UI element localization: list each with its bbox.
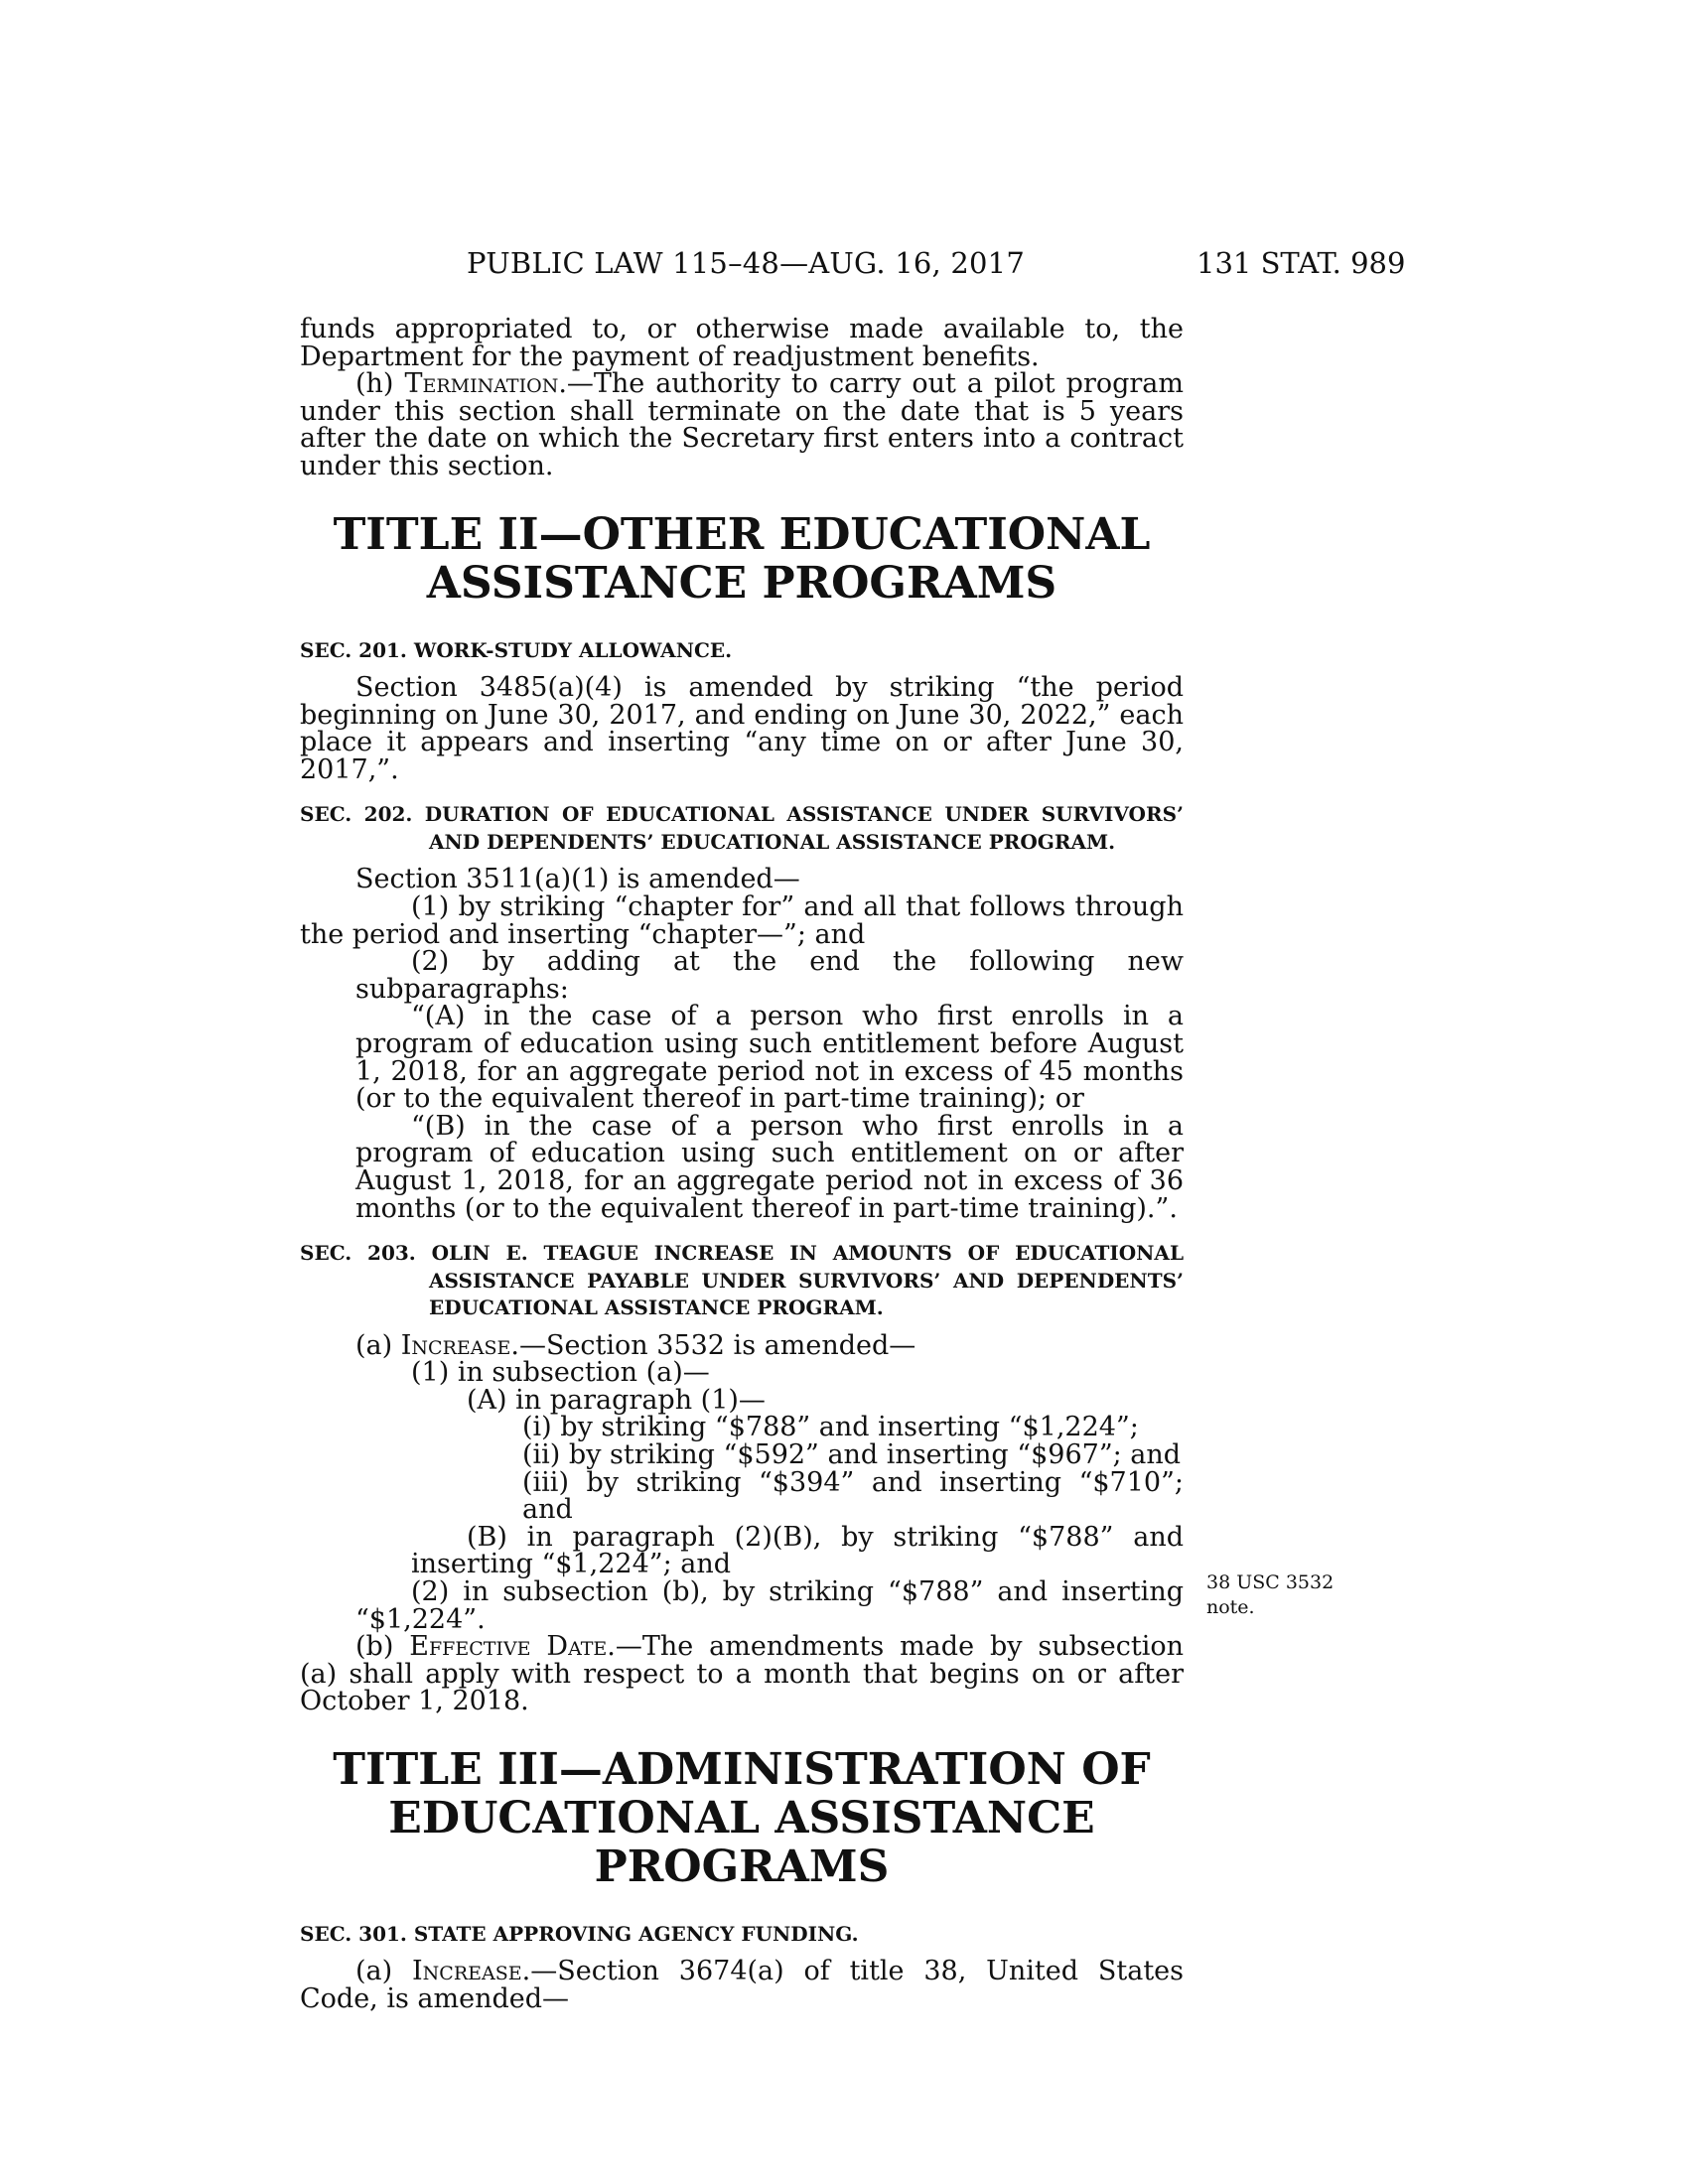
header-page-number: 131 STAT. 989: [1196, 246, 1406, 280]
sec-202-subpara-b: “(B) in the case of a person who first enrolls in a program of education using such entitlement on or after August 1, 2018, for an aggregate period not in excess of 36 months (or to the equivalent thereof in part-time training).”.: [355, 1110, 1184, 1224]
sec-203-subsection-b: (b) Effective Date.—The amendments made by subsection (a) shall apply with respect to a month that begins on or after October 1, 2018.: [300, 1631, 1184, 1717]
sec-203-b-heading: Effective Date: [409, 1631, 608, 1663]
sec-203-heading: SEC. 203. OLIN E. TEAGUE INCREASE IN AMOUNTS OF EDUCATIONAL ASSISTANCE PAYABLE UNDER SURVIVORS’ AND DEPENDENTS’ EDUCATIONAL ASSISTANCE PROGRAM.: [300, 1241, 1184, 1320]
header-citation: PUBLIC LAW 115–48—AUG. 16, 2017: [467, 246, 1025, 280]
title-iii-heading: TITLE III—ADMINISTRATION OF EDUCATIONAL ASSISTANCE PROGRAMS: [333, 1743, 1151, 1892]
sec-203-subpara-a: (A) in paragraph (1)—: [467, 1384, 766, 1416]
continued-paragraph: funds appropriated to, or otherwise made available to, the Department for the payment of readjustment benefits.: [300, 314, 1184, 372]
sec-201-heading: SEC. 201. WORK-STUDY ALLOWANCE.: [300, 637, 733, 662]
sec-301-subsection-a: (a) Increase.—Section 3674(a) of title 38, United States Code, is amended—: [300, 1956, 1185, 2015]
sec-203-a-heading: Increase: [400, 1329, 511, 1361]
sec-203-clause-i: (i) by striking “$788” and inserting “$1,224”;: [522, 1412, 1139, 1443]
sec-203-clause-iii: (iii) by striking “$394” and inserting “$710”; and: [522, 1466, 1184, 1526]
subsection-h: (h) Termination.—The authority to carry out a pilot program under this section shall terminate on the date that is 5 years after the date on which the Secretary first enters into a contract under this section.: [300, 368, 1184, 481]
running-header: [0, 246, 1688, 286]
sec-203-subsection-a: (a) Increase.—Section 3532 is amended—: [355, 1329, 916, 1361]
page-body: [300, 316, 1184, 2013]
sec-202-para-2: (2) by adding at the end the following new subparagraphs:: [355, 946, 1184, 1005]
sec-301-heading: SEC. 301. STATE APPROVING AGENCY FUNDING.: [300, 1921, 859, 1946]
sec-203-para-2: (2) in subsection (b), by striking “$788” and inserting “$1,224”.: [355, 1576, 1184, 1635]
sec-203-para-1: (1) in subsection (a)—: [411, 1357, 710, 1389]
title-ii-heading: TITLE II—OTHER EDUCATIONAL ASSISTANCE PROGRAMS: [333, 508, 1151, 609]
sec-202-intro: Section 3511(a)(1) is amended—: [355, 864, 800, 895]
sec-201-body: Section 3485(a)(4) is amended by striking “the period beginning on June 30, 2017, and ending on June 30, 2022,” each place it appears and inserting “any time on or after June 30, 2017,”.: [300, 672, 1184, 785]
sec-301-a-heading: Increase: [412, 1956, 522, 1987]
sec-202-para-1: (1) by striking “chapter for” and all that follows through the period and inserting “chapter—”; and: [300, 891, 1184, 950]
sec-203-subpara-b: (B) in paragraph (2)(B), by striking “$788” and inserting “$1,224”; and: [411, 1521, 1184, 1580]
sec-202-heading: SEC. 202. DURATION OF EDUCATIONAL ASSISTANCE UNDER SURVIVORS’ AND DEPENDENTS’ EDUCATIONAL ASSISTANCE PROGRAM.: [300, 802, 1184, 854]
margin-note: 38 USC 3532 note.: [1206, 1571, 1335, 1618]
sec-203-clause-ii: (ii) by striking “$592” and inserting “$967”; and: [522, 1439, 1182, 1471]
subsection-h-heading: Termination: [404, 368, 559, 400]
sec-202-subpara-a: “(A) in the case of a person who first enrolls in a program of education using such entitlement before August 1, 2018, for an aggregate period not in excess of 45 months (or to the equivalent thereof in part-time training); or: [355, 1001, 1184, 1115]
